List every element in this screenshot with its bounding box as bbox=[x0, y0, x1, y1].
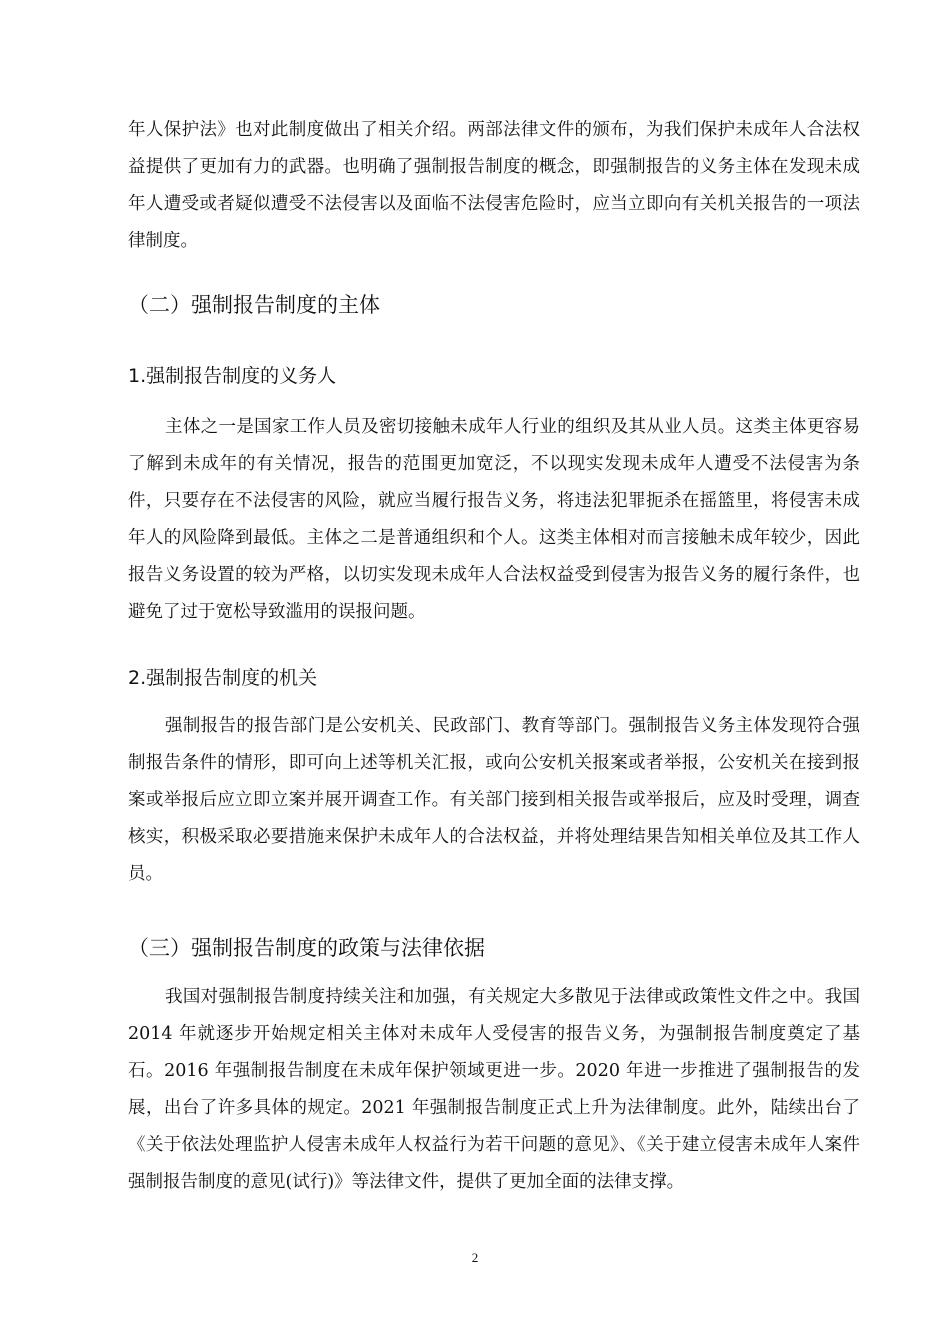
subsection-heading-authority: 2.强制报告制度的机关 bbox=[128, 667, 318, 689]
section-heading-subjects: （二）强制报告制度的主体 bbox=[128, 293, 380, 317]
subsection-heading-obligor: 1.强制报告制度的义务人 bbox=[128, 365, 337, 387]
policy-paragraph: 我国对强制报告制度持续关注和加强，有关规定大多散见于法律或政策性文件之中。我国 2014 年就逐步开始规定相关主体对未成年人受侵害的报告义务，为强制报告制度奠定了基石。2016 年强制报告制度在未成年保护领域更进一步。2020 年进一步推进了强制报告的发展，出台了许多具体的规定。2021 年强制报告制度正式上升为法律制度。此外，陆续出台了《关于依法处理监护人侵害未成年人权益行为若干问题的意见》、《关于建立侵害未成年人案件强制报告制度的意见(试行)》等法律文件，提供了更加全面的法律支撑。 bbox=[128, 987, 860, 1192]
page-number: 2 bbox=[471, 1250, 479, 1265]
authority-paragraph: 强制报告的报告部门是公安机关、民政部门、教育等部门。强制报告义务主体发现符合强制报告条件的情形，即可向上述等机关汇报，或向公安机关报案或者举报，公安机关在接到报案或举报后应立即立案并展开调查工作。有关部门接到相关报告或举报后，应及时受理，调查核实，积极采取必要措施来保护未成年人的合法权益，并将处理结果告知相关单位及其工作人员。 bbox=[128, 716, 860, 884]
obligor-paragraph: 主体之一是国家工作人员及密切接触未成年人行业的组织及其从业人员。这类主体更容易了解到未成年的有关情况，报告的范围更加宽泛，不以现实发现未成年人遭受不法侵害为条件，只要存在不法侵害的风险，就应当履行报告义务，将违法犯罪扼杀在摇篮里，将侵害未成年人的风险降到最低。主体之二是普通组织和个人。这类主体相对而言接触未成年较少，因此报告义务设置的较为严格，以切实发现未成年人合法权益受到侵害为报告义务的履行条件，也避免了过于宽松导致滥用的误报问题。 bbox=[128, 417, 860, 622]
intro-paragraph: 年人保护法》也对此制度做出了相关介绍。两部法律文件的颁布，为我们保护未成年人合法权益提供了更加有力的武器。也明确了强制报告制度的概念，即强制报告的义务主体在发现未成年人遭受或者疑似遭受不法侵害以及面临不法侵害危险时，应当立即向有关机关报告的一项法律制度。 bbox=[128, 120, 860, 251]
document-page bbox=[128, 112, 860, 1201]
section-heading-policy: （三）强制报告制度的政策与法律依据 bbox=[128, 936, 485, 960]
